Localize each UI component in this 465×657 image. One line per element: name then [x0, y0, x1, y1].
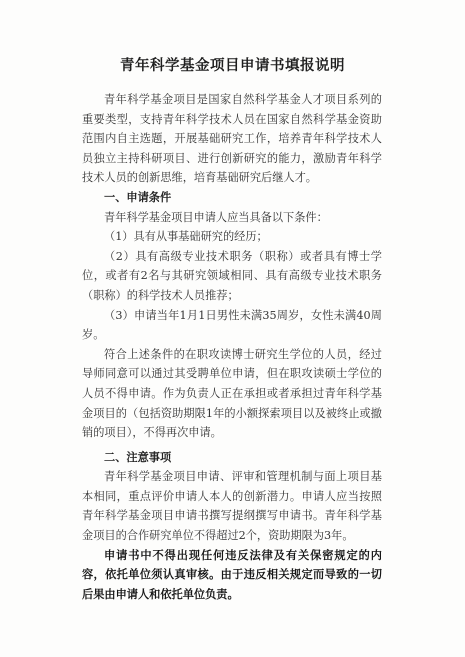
section-heading-notes: 二、注意事项: [104, 449, 172, 464]
document-body: [82, 90, 382, 604]
warning-paragraph: 申请书中不得出现任何违反法律及有关保密规定的内容，依托单位须认真审核。由于违反相关规定而导致的一切后果由申请人和依托单位负责。: [82, 547, 382, 601]
notes-paragraph: 青年科学基金项目申请、评审和管理机制与面上项目基本相同，重点评价申请人本人的创新潜力。申请人应当按照青年科学基金项目申请书撰写提纲撰写申请书。青年科学基金项目的合作研究单位不得超过2个，资助期限为3年。: [82, 470, 382, 543]
section-heading-conditions: 一、申请条件: [104, 189, 172, 204]
conditions-lead: 青年科学基金项目申请人应当具备以下条件：: [104, 210, 328, 224]
condition-item-2: （2）具有高级专业技术职务（职称）或者具有博士学位，或者有2名与其研究领域相同、具有高级专业技术职务（职称）的科学技术人员推荐；: [82, 249, 382, 302]
conditions-note: 符合上述条件的在职攻读博士研究生学位的人员，经过导师同意可以通过其受聘单位申请，但在职攻读硕士学位的人员不得申请。作为负责人正在承担或者承担过青年科学基金项目的（包括资助期限1年的小额探索项目以及被终止或撤销的项目），不得再次申请。: [82, 347, 382, 440]
document-title: 青年科学基金项目申请书填报说明: [120, 57, 345, 74]
intro-paragraph: 青年科学基金项目是国家自然科学基金人才项目系列的重要类型，支持青年科学技术人员在国家自然科学基金资助范围内自主选题，开展基础研究工作，培养青年科学技术人员独立主持科研项目、进行创新研究的能力，激励青年科学技术人员的创新思维，培育基础研究后继人才。: [82, 93, 382, 185]
condition-item-3: （3）申请当年1月1日男性未满35周岁，女性未满40周岁。: [82, 308, 382, 342]
condition-item-1: （1）具有从事基础研究的经历；: [104, 230, 268, 244]
